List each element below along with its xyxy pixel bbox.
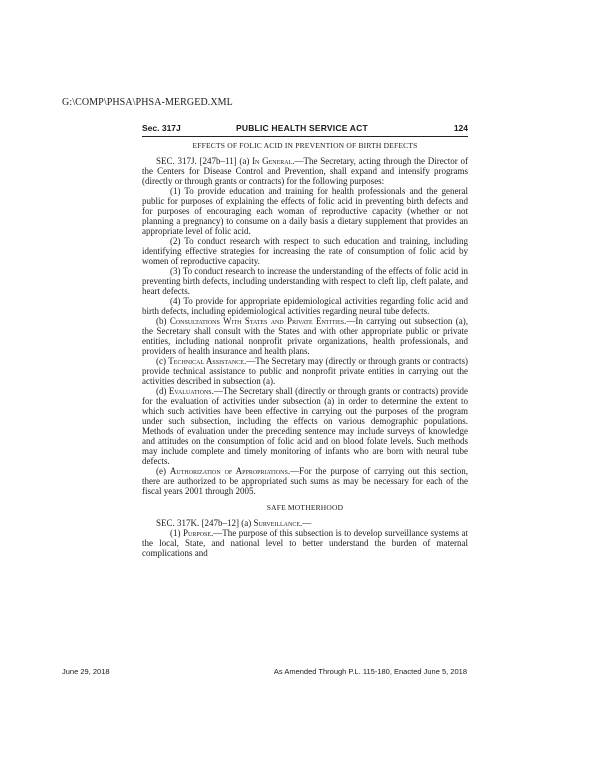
subsection-c-heading: Technical Assistance. (168, 356, 247, 366)
subsection-d (142, 386, 468, 466)
sec-317k-paragraph-1 (142, 528, 468, 558)
subsection-a-text: —The Secretary, acting through the Director of the Centers for Disease Control and Prevention, shall expand and intensify programs (directly or through grants or contracts) for the following purposes: (142, 156, 468, 186)
subsection-b (142, 316, 468, 356)
purpose-text: —The purpose of this subsection is to develop surveillance systems at the local, State, and national level to better understand the burden of maternal complications and (142, 528, 469, 558)
subsection-c-text: —The Secretary may (directly or through grants or contracts) provide technical assistance to public and nonprofit private entities in carrying out the activities described in subsection (a). (142, 356, 468, 386)
section-heading-folic-acid: EFFECTS OF FOLIC ACID IN PREVENTION OF BIRTH DEFECTS (192, 141, 418, 150)
subsection-a-heading: In General. (252, 156, 295, 166)
running-head (142, 122, 468, 137)
surveillance-dash: — (302, 518, 312, 528)
subsection-d-label: (d) (156, 386, 169, 396)
sec-317j-subsection-a (142, 156, 468, 186)
running-head-section: Sec. 317J (142, 123, 181, 133)
surveillance-heading: Surveillance. (253, 518, 303, 528)
purpose-label: (1) (170, 528, 183, 538)
paragraph-1: (1) To provide education and training for health professionals and the general public for purposes of explaining the effects of folic acid in preventing birth defects and for purposes of encouraging each woman of reproductive capacity (whether or not planning a pregnancy) to consume on a daily basis a dietary supplement that provides an appropriate level of folic acid. (142, 186, 468, 236)
purpose-heading: Purpose. (182, 528, 214, 538)
subsection-d-text: —The Secretary shall (directly or through grants or contracts) provide for the evaluation of activities under subsection (a) in order to determine the extent to which such activities have been effective in carrying out the purposes of the program under such subsection, including the effects on various demographic populations. Methods of evaluation under the preceding sentence may include surveys of knowledge and attitudes on the consumption of folic acid and on blood folate levels. Such methods may include complete and timely monitoring of infants who are born with neural tube defects. (142, 386, 468, 466)
sec-317k-lead: SEC. 317K. [247b–12] (a) (156, 518, 254, 528)
subsection-e-heading: Authorization of Appropriations. (169, 466, 291, 476)
page-body (142, 141, 468, 558)
section-heading-safe-motherhood: SAFE MOTHERHOOD (266, 503, 344, 512)
subsection-e-text: —For the purpose of carrying out this section, there are authorized to be appropriated such sums as may be necessary for each of the fiscal years 2001 through 2005. (142, 466, 468, 496)
subsection-b-heading: Consultations With States and Private Entities. (169, 316, 347, 326)
page-number: 124 (453, 123, 468, 133)
subsection-e (142, 466, 468, 496)
file-path: G:\COMP\PHSA\PHSA-MERGED.XML (62, 97, 233, 108)
paragraph-4: (4) To provide for appropriate epidemiological activities regarding folic acid and birth defects, including epidemiological activities regarding neural tube defects. (142, 296, 468, 316)
subsection-c-label: (c) (156, 356, 169, 366)
footer-amended-through: As Amended Through P.L. 115-180, Enacted June 5, 2018 (273, 667, 467, 676)
running-head-title: PUBLIC HEALTH SERVICE ACT (236, 123, 368, 133)
subsection-b-text: —In carrying out subsection (a), the Secretary shall consult with the States and with other appropriate public or private entities, including national nonprofit private organizations, health professionals, and providers of health insurance and health plans. (142, 316, 468, 356)
subsection-e-label: (e) (156, 466, 170, 476)
subsection-b-label: (b) (156, 316, 170, 326)
paragraph-3: (3) To conduct research to increase the understanding of the effects of folic acid in preventing birth defects, including understanding with respect to cleft lip, cleft palate, and heart defects. (142, 266, 468, 296)
sec-317k-subsection-a (142, 518, 468, 528)
subsection-d-heading: Evaluations. (168, 386, 214, 396)
paragraph-2: (2) To conduct research with respect to such education and training, including identifying effective strategies for increasing the rate of consumption of folic acid by women of reproductive capacity. (142, 236, 468, 266)
sec-317j-lead: SEC. 317J. [247b–11] (a) (156, 156, 253, 166)
subsection-c (142, 356, 468, 386)
footer-date: June 29, 2018 (62, 667, 110, 676)
